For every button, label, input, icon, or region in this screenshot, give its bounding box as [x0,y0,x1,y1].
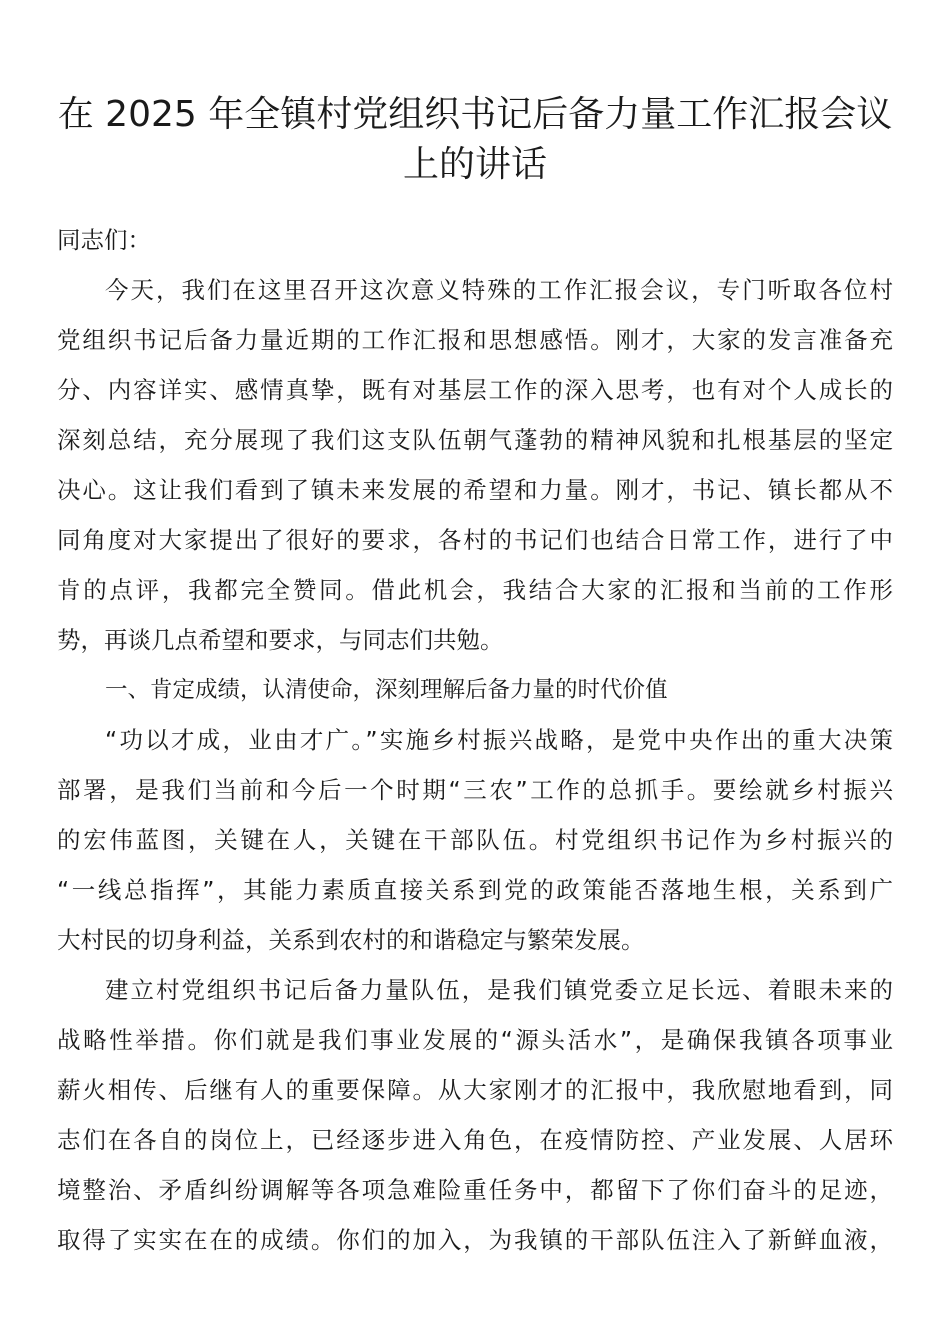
title-line-2: 上的讲话 [402,144,547,186]
paragraph-line: 境整治、矛盾纠纷调解等各项急难险重任务中，都留下了你们奋斗的足迹， [57,1176,893,1204]
paragraph-line: 志们在各自的岗位上，已经逐步进入角色，在疫情防控、产业发展、人居环 [57,1126,893,1154]
paragraph-line: 肯的点评，我都完全赞同。借此机会，我结合大家的汇报和当前的工作形 [57,576,893,604]
section-heading-1 [57,665,893,715]
salutation [57,215,893,265]
paragraph-line: 取得了实实在在的成绩。你们的加入，为我镇的干部队伍注入了新鲜血液， [57,1226,893,1254]
paragraph-intro [57,265,893,665]
paragraph-line: 深刻总结，充分展现了我们这支队伍朝气蓬勃的精神风貌和扎根基层的坚定 [57,426,893,454]
salutation-text: 同志们： [57,226,151,254]
paragraph-line: “一线总指挥”，其能力素质直接关系到党的政策能否落地生根，关系到广 [57,876,893,904]
section-heading-text: 一、肯定成绩，认清使命，深刻理解后备力量的时代价值 [105,677,668,703]
paragraph-line: 大村民的切身利益，关系到农村的和谐稳定与繁荣发展。 [57,926,645,954]
paragraph-line: 战略性举措。你们就是我们事业发展的“源头活水”，是确保我镇各项事业 [57,1026,893,1054]
paragraph-line: 的宏伟蓝图，关键在人，关键在干部队伍。村党组织书记作为乡村振兴的 [57,826,893,854]
paragraph-line: 部署，是我们当前和今后一个时期“三农”工作的总抓手。要绘就乡村振兴 [57,776,893,804]
paragraph-line: 今天，我们在这里召开这次意义特殊的工作汇报会议，专门听取各位村 [105,276,893,304]
paragraph-line: 同角度对大家提出了很好的要求，各村的书记们也结合日常工作，进行了中 [57,526,893,554]
paragraph-line: 薪火相传、后继有人的重要保障。从大家刚才的汇报中，我欣慰地看到，同 [57,1076,893,1104]
page-title [40,90,910,190]
speech-body [57,215,893,1265]
paragraph-line: 决心。这让我们看到了镇未来发展的希望和力量。刚才，书记、镇长都从不 [57,476,893,504]
title-line-1: 在 2025 年全镇村党组织书记后备力量工作汇报会议 [57,94,893,136]
paragraph-line: 建立村党组织书记后备力量队伍，是我们镇党委立足长远、着眼未来的 [105,976,893,1004]
paragraph-rural-revitalization [57,715,893,965]
paragraph-line: 分、内容详实、感情真挚，既有对基层工作的深入思考，也有对个人成长的 [57,376,893,404]
paragraph-line: 党组织书记后备力量近期的工作汇报和思想感悟。刚才，大家的发言准备充 [57,326,893,354]
paragraph-reserve-team [57,965,893,1265]
paragraph-line: 势，再谈几点希望和要求，与同志们共勉。 [57,626,504,654]
paragraph-line: “功以才成，业由才广。”实施乡村振兴战略，是党中央作出的重大决策 [105,726,893,754]
